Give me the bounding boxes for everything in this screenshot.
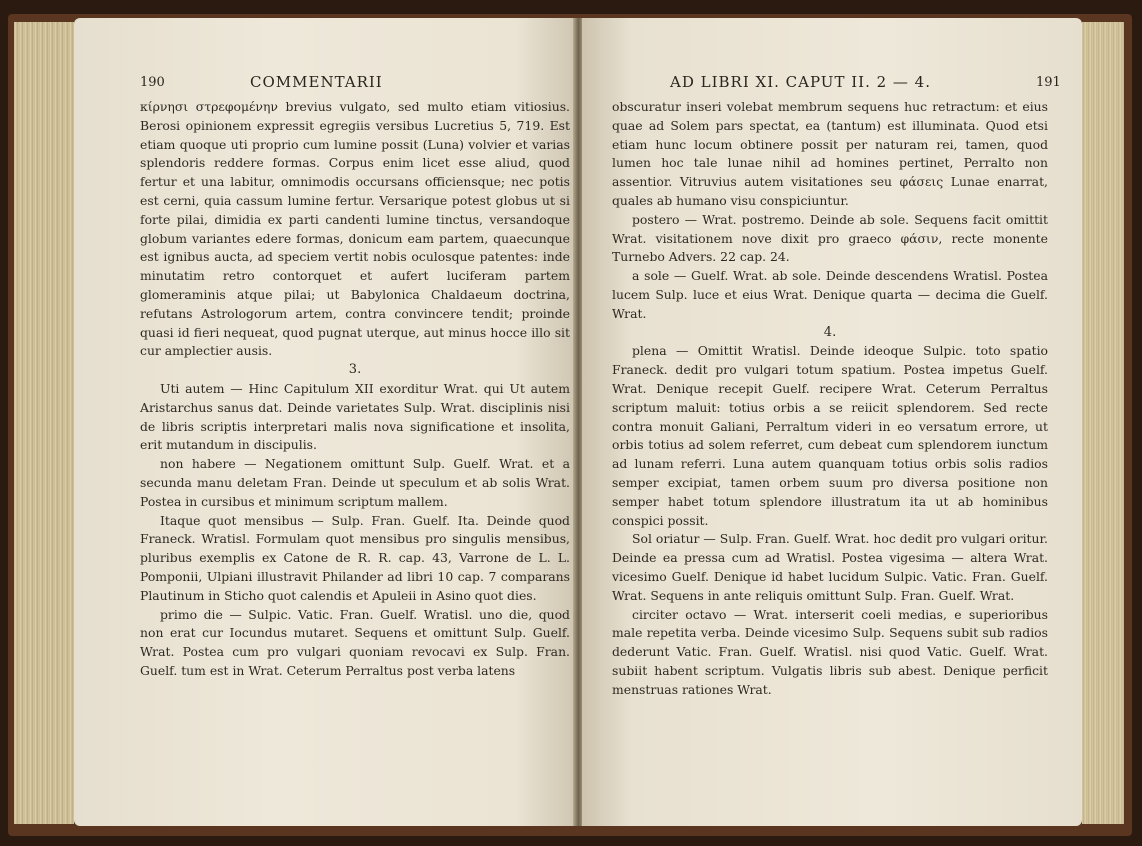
paragraph: Uti autem — Hinc Capitulum XII exorditur Wrat. qui Ut autem Aristarchus sanus dat. Deinde varietates Sulp. Wrat. disciplinis nisi de libris scriptis interpretari malis nova significatione et insolita, erit mutandum in discipulis.	[140, 380, 570, 453]
paragraph: κίρνησι στρεφομένην brevius vulgato, sed multo etiam vitiosius. Berosi opinionem expressit egregiis versibus Lucretius 5, 719. Est etiam quoque uti proprio cum lumine possit (Luna) volvier et varias splendoris reddere formas. Corpus enim licet esse aliud, quod fertur et una labitur, omnimodis occursans officiensque; nec potis est cerni, quia cassum lumine fertur. Versarique potest globus ut si forte pilai, dimidia ex parti candenti lumine tinctus, versandoque globum variantes edere formas, donicum eam partem, quaecunque est ignibus aucta, ad speciem vertit nobis oculosque patentes: inde minutatim retro contorquet et aufert luciferam partem glomeraminis atque pilai; ut Babylonica Chaldaeum doctrina, refutans Astrologorum artem, contra convincere tendit; proinde quasi id fieri nequeat, quod pugnat uterque, aut minus hocce illo sit cur amplectier ausis.	[140, 99, 570, 359]
right-running-head: AD LIBRI XI. CAPUT II. 2 — 4.	[670, 73, 931, 91]
paragraph: circiter octavo — Wrat. interserit coeli medias, e superioribus male repetita verba. Deinde vicesimo Sulp. Sequens subit sub radios dederunt Vatic. Fran. Guelf. Wratisl. nisi quod Vatic. Guelf. Wrat. subiit habent scriptum. Vulgatis libris sub abest. Denique perficit menstruas rationes Wrat.	[612, 606, 1048, 697]
left-running-head: COMMENTARII	[250, 73, 383, 91]
right-page-number: 191	[1036, 75, 1061, 90]
right-page-body	[612, 98, 1048, 700]
section-number: 3.	[348, 362, 362, 378]
paragraph: plena — Omittit Wratisl. Deinde ideoque Sulpic. toto spatio Franeck. dedit pro vulgari totum spatium. Postea impetus Guelf. Wrat. Denique recepit Guelf. recipere Wrat. Ceterum Perraltus scriptum maluit: totius orbis a se reiicit splendorem. Sed recte contra monuit Galiani, Perraltum videri in eo versatum errore, ut orbis totius ad solem referret, cum debeat cum splendorem iunctum ad lunam referri. Luna autem quanquam totius orbis solis radios semper excipiat, tamen orbem suum pro diversa positione non semper habet totum splendore illustratum ita ut ab hominibus conspici possit.	[612, 343, 1048, 528]
left-page-number: 190	[140, 75, 165, 90]
left-page-body	[140, 98, 570, 681]
paragraph: non habere — Negationem omittunt Sulp. Guelf. Wrat. et a secunda manu deletam Fran. Deinde ut speculum et ab solis Wrat. Postea in cursibus et minimum scriptum mallem.	[140, 456, 570, 509]
left-page	[74, 18, 575, 826]
section-number: 4.	[823, 324, 837, 340]
paragraph: Itaque quot mensibus — Sulp. Fran. Guelf. Ita. Deinde quod Franeck. Wratisl. Formulam quot mensibus pro singulis mensibus, pluribus exemplis ex Catone de R. R. cap. 43, Varrone de L. L. Pomponii, Ulpiani illustravit Philander ad libri 10 cap. 7 comparans Plautinum in Sticho quot calendis et Apuleii in Asino quot dies.	[140, 512, 570, 603]
paragraph: primo die — Sulpic. Vatic. Fran. Guelf. Wratisl. uno die, quod non erat cur Iocundus mutaret. Sequens et omittunt Sulp. Guelf. Wrat. Postea cum pro vulgari quoniam revocavi ex Sulp. Fran. Guelf. tum est in Wrat. Ceterum Perraltus post verba latens	[140, 606, 570, 678]
right-page	[582, 18, 1082, 826]
page-edges-left	[14, 22, 74, 824]
page-edges-right	[1082, 22, 1124, 824]
paragraph: Sol oriatur — Sulp. Fran. Guelf. Wrat. hoc dedit pro vulgari oritur. Deinde ea pressa cum ad Wratisl. Postea vigesima — altera Wrat. vicesimo Guelf. Denique id habet lucidum Sulpic. Vatic. Fran. Guelf. Wrat. Sequens in ante reliquis omittunt Sulp. Fran. Guelf. Wrat.	[612, 531, 1048, 603]
paragraph: postero — Wrat. postremo. Deinde ab sole. Sequens facit omittit Wrat. visitationem nove dixit pro graeco φάσιν, recte monente Turnebo Advers. 22 cap. 24.	[612, 211, 1048, 265]
paragraph: a sole — Guelf. Wrat. ab sole. Deinde descendens Wratisl. Postea lucem Sulp. luce et eius Wrat. Denique quarta — decima die Guelf. Wrat.	[612, 268, 1048, 321]
paragraph: obscuratur inseri volebat membrum sequens huc retractum: et eius quae ad Solem pars spectat, ea (tantum) est illuminata. Quod etsi etiam hunc locum obtinere possit per naturam rei, tamen, quod lumen hoc tale lunae nihil ad homines pertinet, Perralto non assentior. Vitruvius autem visitationes seu φάσεις Lunae enarrat, quales ab humano visu conspiciuntur.	[612, 99, 1048, 208]
